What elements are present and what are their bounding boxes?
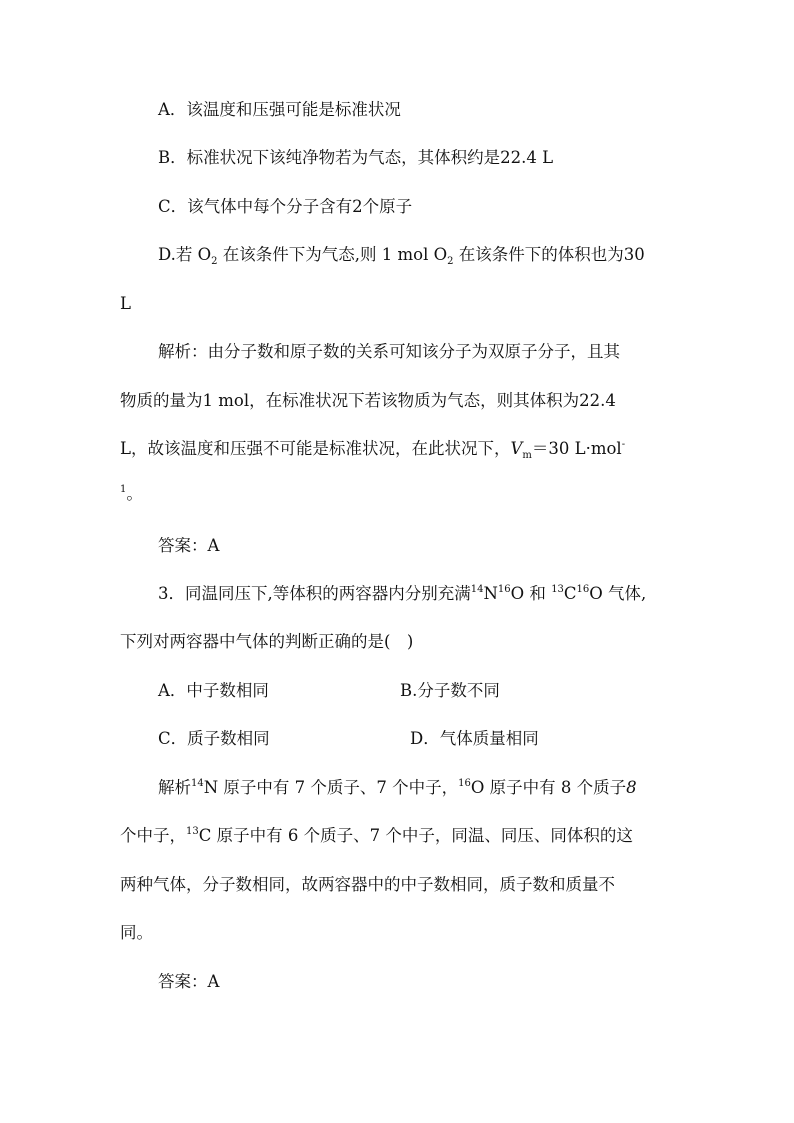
q3-analysis-line1 xyxy=(158,778,637,798)
q2-answer: 答案：A xyxy=(158,536,220,555)
q3-iso4-symbol: O xyxy=(589,584,603,603)
q3-analysis-label: 解析 xyxy=(158,778,191,797)
q3-analysis-line3: 两种气体，分子数相同，故两容器中的中子数相同，质子数和质量不 xyxy=(120,875,615,894)
q3-stem-text: 3．同温同压下,等体积的两容器内分别充满 xyxy=(158,584,471,603)
q2-analysis-line4-end: 。 xyxy=(126,484,143,503)
q2-option-d-continued: L xyxy=(120,294,131,313)
q3-option-a: A．中子数相同 xyxy=(158,681,269,700)
q3-analysis-line2-start: 个中子， xyxy=(120,826,186,845)
q3-analysis-line4: 同。 xyxy=(120,923,153,942)
q3-analysis-c-mass: 13 xyxy=(186,826,199,837)
q2-option-d-part3: 在该条件下的体积也为30 xyxy=(453,245,645,264)
q2-analysis-line2: 物质的量为1 mol，在标准状况下若该物质为气态，则其体积为22.4 xyxy=(120,391,616,410)
q3-stem-line2: 下列对两容器中气体的判断正确的是( ) xyxy=(120,632,414,651)
q3-iso3-mass: 13 xyxy=(551,584,564,595)
q2-option-c: C．该气体中每个分子含有2个原子 xyxy=(158,197,413,216)
q3-iso4-mass: 16 xyxy=(576,584,590,595)
q2-option-d-part1: D.若 O xyxy=(158,245,212,264)
q3-analysis-c-text: C 原子中有 6 个质子、7 个中子，同温、同压、同体积的这 xyxy=(198,826,633,845)
q3-and-text: 和 xyxy=(524,584,552,603)
q3-analysis-line2 xyxy=(120,826,633,846)
q2-molar-volume-symbol: V xyxy=(510,439,523,458)
q2-molar-volume-value: ＝30 L·mol xyxy=(531,439,622,458)
q2-option-a: A．该温度和压强可能是标准状况 xyxy=(158,100,401,119)
q3-stem-tail: 气体, xyxy=(602,584,647,603)
q2-molar-volume-sub: m xyxy=(522,450,532,461)
q3-analysis-o-neutrons: 8 xyxy=(626,778,637,797)
q3-iso2-mass: 16 xyxy=(497,584,511,595)
q2-option-d xyxy=(158,245,645,265)
q3-iso1-mass: 14 xyxy=(470,584,484,595)
q3-option-b: B.分子数不同 xyxy=(400,681,500,700)
q3-analysis-o-mass: 16 xyxy=(458,778,471,789)
q2-analysis-line3-text: L，故该温度和压强不可能是标准状况，在此状况下， xyxy=(120,439,511,458)
q2-option-d-sub1: 2 xyxy=(211,256,218,267)
q2-analysis-line4 xyxy=(120,484,143,504)
q2-option-b: B．标准状况下该纯净物若为气态，其体积约是22.4 L xyxy=(158,148,554,167)
q3-answer: 答案：A xyxy=(158,972,220,991)
q3-iso3-symbol: C xyxy=(563,584,577,603)
q2-option-d-part2: 在该条件下为气态,则 1 mol O xyxy=(217,245,448,264)
q3-iso1-symbol: N xyxy=(483,584,498,603)
q3-analysis-n-text: N 原子中有 7 个质子、7 个中子， xyxy=(203,778,459,797)
q2-option-d-sub2: 2 xyxy=(447,256,454,267)
q3-analysis-o-text: O 原子中有 8 个质子 xyxy=(470,778,627,797)
q2-exponent-minus: - xyxy=(621,439,626,450)
q3-option-d: D．气体质量相同 xyxy=(410,729,539,748)
q3-option-c: C．质子数相同 xyxy=(158,729,270,748)
q2-exponent-one: 1 xyxy=(120,484,127,495)
q2-analysis-line3 xyxy=(120,439,625,459)
q3-analysis-n-mass: 14 xyxy=(191,778,204,789)
q2-analysis-line1: 解析：由分子数和原子数的关系可知该分子为双原子分子，且其 xyxy=(158,342,620,361)
q3-stem-line1 xyxy=(158,584,646,604)
q3-iso2-symbol: O xyxy=(510,584,525,603)
